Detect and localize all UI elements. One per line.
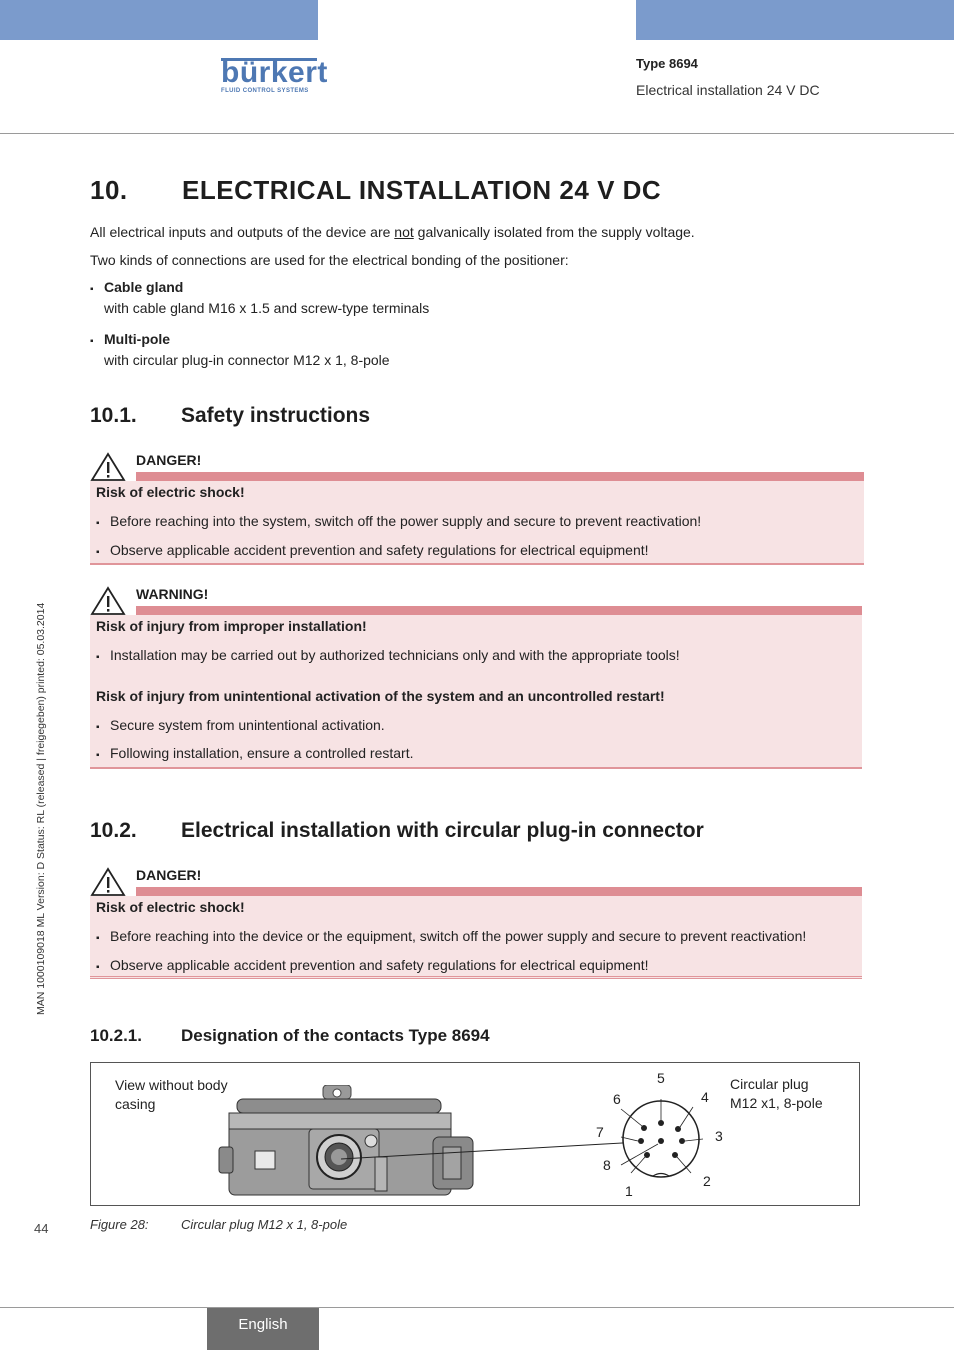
warning-risk-2: Risk of injury from unintentional activation of the system and an uncontrolled restart!	[96, 688, 665, 704]
page-number: 44	[34, 1221, 49, 1236]
danger-risk: Risk of electric shock!	[96, 484, 245, 500]
language-tab: English	[207, 1308, 319, 1350]
header-bar-left	[0, 0, 318, 40]
danger-risk: Risk of electric shock!	[96, 899, 245, 915]
connection-text-multi-pole: with circular plug-in connector M12 x 1, 8-pole	[104, 352, 390, 368]
subsection-heading-10-2: 10.2. Electrical installation with circular plug-in connector	[90, 819, 704, 842]
burkert-logo: bürkert	[221, 56, 328, 89]
pin-label-8: 8	[603, 1157, 611, 1173]
warning-label: WARNING!	[136, 586, 209, 602]
danger-item: ▪ Before reaching into the system, switch off the power supply and secure to prevent reactivation!	[96, 513, 702, 529]
plug-label: Circular plug M12 x1, 8-pole	[730, 1076, 823, 1111]
danger-box	[90, 896, 862, 979]
danger-bar	[136, 472, 864, 481]
danger-bar	[136, 887, 862, 896]
logo-tagline: FLUID CONTROL SYSTEMS	[221, 88, 309, 94]
pin-label-7: 7	[596, 1124, 604, 1140]
warning-item: ▪ Following installation, ensure a controlled restart.	[96, 745, 414, 761]
figure-box	[90, 1062, 860, 1206]
header-subtitle: Electrical installation 24 V DC	[636, 82, 820, 98]
danger-notice-2	[90, 864, 862, 980]
section-title: ELECTRICAL INSTALLATION 24 V DC	[182, 175, 662, 205]
warning-item: ▪ Secure system from unintentional activation.	[96, 717, 385, 733]
header-bar-right	[636, 0, 954, 40]
section-heading	[90, 175, 661, 206]
warning-triangle-icon	[90, 586, 126, 616]
footer-rule	[0, 1307, 954, 1308]
figure-caption: Figure 28: Circular plug M12 x 1, 8-pole	[90, 1217, 348, 1232]
pin-label-3: 3	[715, 1128, 723, 1144]
header-type: Type 8694	[636, 56, 698, 71]
underlined-not: not	[394, 224, 414, 240]
bullet: ▪	[90, 336, 94, 347]
connection-item-multi-pole: ▪ Multi-pole	[90, 331, 171, 347]
danger-item: ▪ Before reaching into the device or the equipment, switch off the power supply and secure to prevent reactivation!	[96, 928, 807, 944]
pin-label-2: 2	[703, 1173, 711, 1189]
header-rule	[0, 133, 954, 134]
danger-box	[90, 481, 864, 565]
intro-paragraph: All electrical inputs and outputs of the device are not galvanically isolated from the supply voltage.	[90, 224, 695, 240]
document-id-vertical: MAN 1000109018 ML Version: D Status: RL (released | freigegeben) printed: 05.03.2014	[35, 602, 47, 1015]
pin-label-1: 1	[625, 1183, 633, 1199]
subsection-heading-10-1: 10.1. Safety instructions	[90, 404, 371, 427]
bullet: ▪	[90, 284, 94, 295]
danger-notice-1	[90, 449, 864, 565]
warning-triangle-icon	[90, 867, 126, 897]
danger-label: DANGER!	[136, 452, 202, 468]
danger-item: ▪ Observe applicable accident prevention and safety regulations for electrical equipment!	[96, 542, 649, 558]
view-label: View without body casing	[115, 1077, 228, 1112]
subsection-heading-10-2-1: 10.2.1. Designation of the contacts Type 8694	[90, 1026, 490, 1045]
warning-triangle-icon	[90, 452, 126, 482]
warning-risk-1: Risk of injury from improper installation!	[96, 618, 367, 634]
intro-paragraph-2: Two kinds of connections are used for the electrical bonding of the positioner:	[90, 252, 569, 268]
warning-notice	[90, 583, 862, 769]
connection-text-cable-gland: with cable gland M16 x 1.5 and screw-type terminals	[104, 300, 430, 316]
connection-item-cable-gland: ▪ Cable gland	[90, 279, 184, 295]
danger-item: ▪ Observe applicable accident prevention and safety regulations for electrical equipment!	[96, 957, 649, 973]
pin-label-6: 6	[613, 1091, 621, 1107]
warning-bar	[136, 606, 862, 615]
pin-label-4: 4	[701, 1089, 709, 1105]
section-number: 10.	[90, 175, 128, 205]
warning-item: ▪ Installation may be carried out by authorized technicians only and with the appropriate tools!	[96, 647, 680, 663]
danger-label: DANGER!	[136, 867, 202, 883]
warning-box	[90, 615, 862, 769]
pin-label-5: 5	[657, 1070, 665, 1086]
